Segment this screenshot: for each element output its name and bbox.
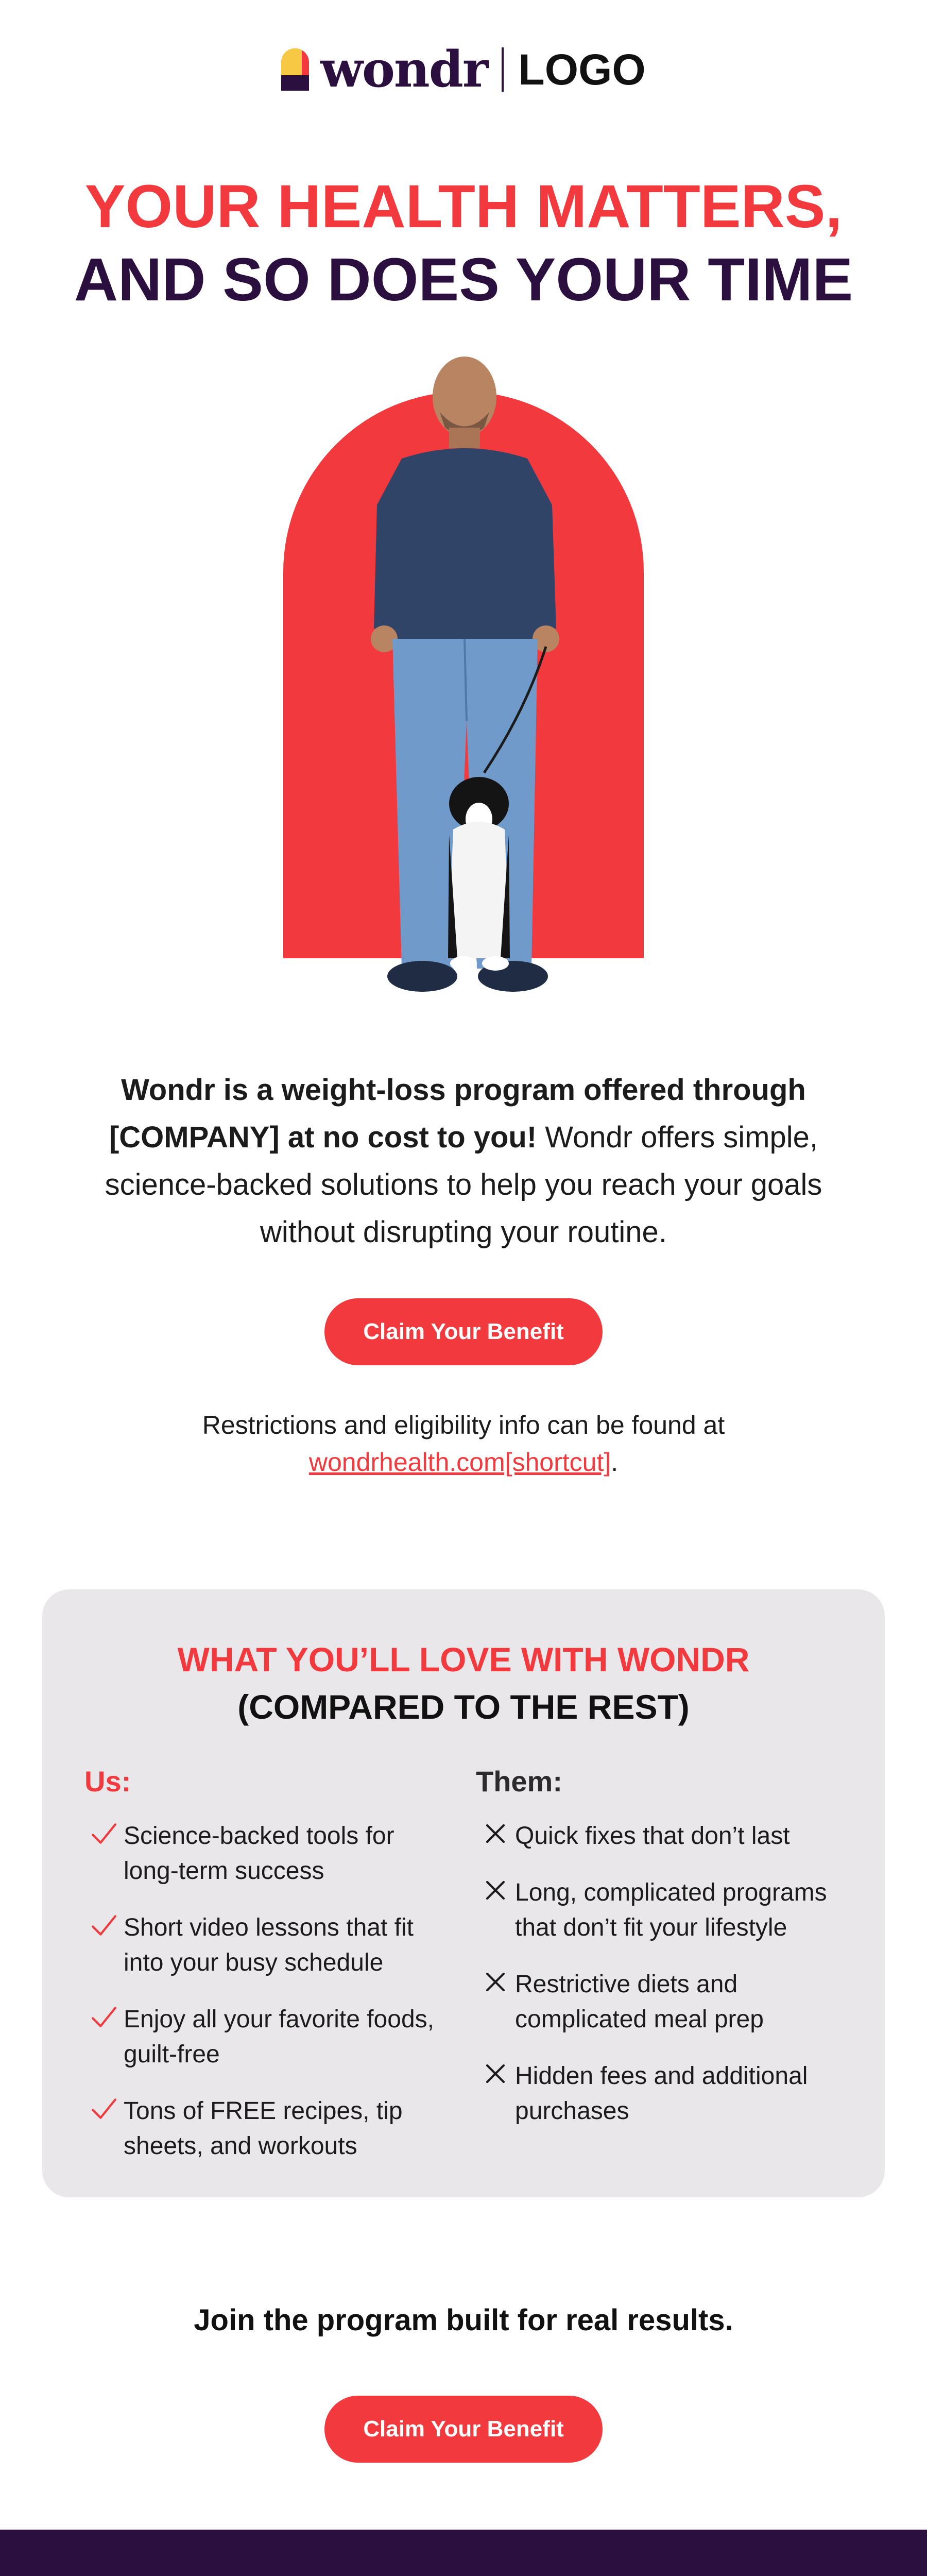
wondr-mark-icon: [281, 48, 309, 91]
us-item-text: Enjoy all your favorite foods, guilt-free: [124, 2006, 434, 2068]
claim-benefit-button-secondary[interactable]: Claim Your Benefit: [324, 2396, 603, 2463]
eligibility-link[interactable]: wondrhealth.com[shortcut]: [308, 1448, 611, 1477]
comparison-title-line-1: WHAT YOU’LL LOVE WITH WONDR: [177, 1640, 750, 1679]
page-headline: [0, 170, 927, 316]
them-list-item: [476, 1875, 836, 1945]
comparison-card: [42, 1589, 885, 2197]
restrictions-suffix: .: [611, 1448, 619, 1477]
them-item-text: Quick fixes that don’t last: [515, 1822, 790, 1850]
brand-logo[interactable]: wondr: [320, 40, 488, 98]
comparison-title: [42, 1636, 885, 1731]
header: [0, 41, 927, 98]
restrictions-text: [77, 1406, 850, 1481]
x-icon: [476, 1875, 515, 1901]
headline-line-2: AND SO DOES YOUR TIME: [74, 246, 853, 314]
us-heading: Us:: [84, 1765, 131, 1798]
partner-logo: LOGO: [518, 45, 646, 94]
header-divider: [502, 47, 504, 92]
intro-body-text: Wondr offers simple, science-backed solutions to help you reach your goals without disrupting your routine.: [105, 1121, 822, 1249]
us-list-item: [84, 2094, 445, 2164]
claim-benefit-button[interactable]: Claim Your Benefit: [324, 1298, 603, 1365]
restrictions-label: Restrictions and eligibility info can be found at: [202, 1411, 725, 1439]
us-list-item: [84, 1910, 445, 1980]
intro-paragraph: [77, 1066, 850, 1256]
them-item-text: Restrictive diets and complicated meal prep: [515, 1971, 764, 2033]
check-icon: [84, 2094, 124, 2120]
check-icon: [84, 1819, 124, 1844]
headline-line-1: YOUR HEALTH MATTERS,: [84, 173, 843, 241]
join-heading: Join the program built for real results.: [194, 2303, 733, 2337]
x-icon: [476, 1819, 515, 1844]
them-item-text: Hidden fees and additional purchases: [515, 2062, 808, 2125]
us-item-text: Short video lessons that fit into your busy schedule: [124, 1914, 414, 1976]
x-icon: [476, 1967, 515, 1993]
intro-bold-text: Wondr is a weight-loss program offered through [COMPANY] at no cost to you!: [109, 1073, 806, 1154]
check-icon: [84, 2002, 124, 2028]
man-with-dog-illustration: [330, 350, 597, 999]
x-icon: [476, 2059, 515, 2084]
them-list-item: [476, 2059, 836, 2129]
us-list-item: [84, 2002, 445, 2072]
them-item-text: Long, complicated programs that don’t fit your lifestyle: [515, 1879, 827, 1941]
them-list-item: [476, 1819, 836, 1854]
us-item-text: Science-backed tools for long-term success: [124, 1822, 394, 1885]
testimonial-section: [0, 2530, 927, 2576]
us-list-item: [84, 1819, 445, 1889]
them-list-item: [476, 1967, 836, 2037]
hero-image: [0, 350, 927, 999]
them-heading: Them:: [476, 1765, 562, 1798]
us-item-text: Tons of FREE recipes, tip sheets, and workouts: [124, 2097, 403, 2160]
comparison-title-line-2: (COMPARED TO THE REST): [237, 1688, 690, 1726]
check-icon: [84, 1910, 124, 1936]
us-column: [84, 1765, 445, 2185]
them-column: [476, 1765, 836, 2150]
